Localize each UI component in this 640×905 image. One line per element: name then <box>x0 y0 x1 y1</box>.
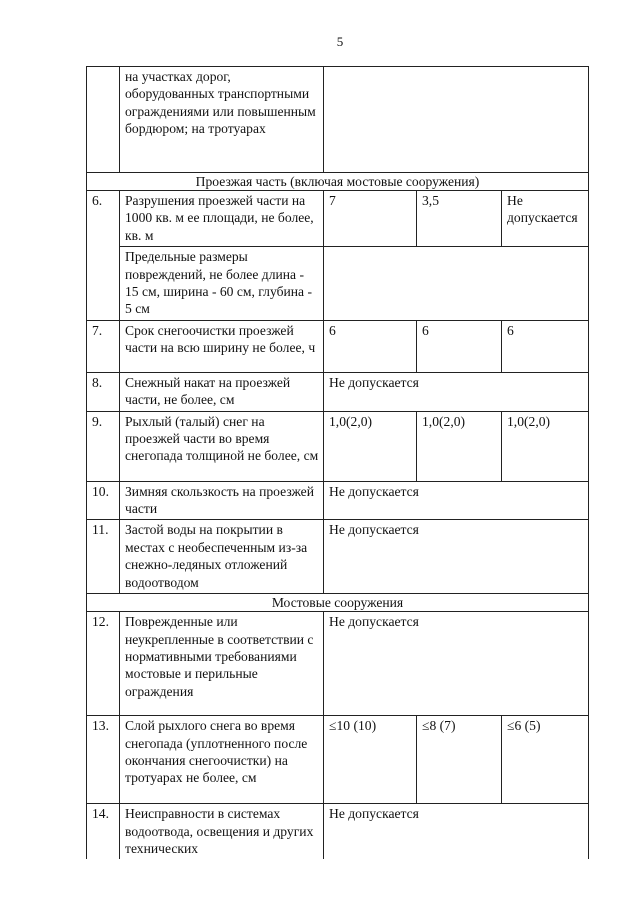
table-row <box>87 67 589 173</box>
table-row <box>87 320 589 372</box>
row-description: Срок снегоочистки проезжей части на всю ширину не более, ч <box>120 320 324 372</box>
table-row <box>87 247 589 321</box>
table-row <box>87 191 589 247</box>
table-row <box>87 520 589 594</box>
row-number: 8. <box>87 372 120 411</box>
row-number: 10. <box>87 481 120 520</box>
row-number: 6. <box>87 191 120 321</box>
section-header <box>87 173 589 191</box>
value-cell: 6 <box>417 320 502 372</box>
table-row <box>87 372 589 411</box>
row-value: Не допускается <box>324 372 589 411</box>
requirements-table <box>86 66 589 859</box>
row-description: Рыхлый (талый) снег на проезжей части во время снегопада толщиной не более, см <box>120 411 324 481</box>
section-title: Проезжая часть (включая мостовые сооружения) <box>87 173 589 191</box>
value-cell: 1,0(2,0) <box>417 411 502 481</box>
row-description: Предельные размеры повреждений, не более длина - 15 см, ширина - 60 см, глубина - 5 см <box>120 247 324 321</box>
row-value: Не допускается <box>324 481 589 520</box>
table-row <box>87 716 589 804</box>
value-cell: ≤10 (10) <box>324 716 417 804</box>
row-description: Застой воды на покрытии в местах с необеспеченным из-за снежно-ледяных отложений водоотводом <box>120 520 324 594</box>
row-number: 13. <box>87 716 120 804</box>
table-row <box>87 804 589 860</box>
section-header <box>87 594 589 612</box>
row-number: 12. <box>87 612 120 716</box>
row-value <box>324 67 589 173</box>
row-number: 7. <box>87 320 120 372</box>
row-number: 11. <box>87 520 120 594</box>
row-number <box>87 67 120 173</box>
value-cell: ≤8 (7) <box>417 716 502 804</box>
value-cell: 3,5 <box>417 191 502 247</box>
row-description: Снежный накат на проезжей части, не более, см <box>120 372 324 411</box>
value-cell: ≤6 (5) <box>502 716 589 804</box>
row-description: Зимняя скользкость на проезжей части <box>120 481 324 520</box>
section-title: Мостовые сооружения <box>87 594 589 612</box>
value-cell: 1,0(2,0) <box>324 411 417 481</box>
row-number: 9. <box>87 411 120 481</box>
table-row <box>87 612 589 716</box>
row-number: 14. <box>87 804 120 860</box>
value-cell: 7 <box>324 191 417 247</box>
row-value <box>324 247 589 321</box>
value-cell: 6 <box>324 320 417 372</box>
row-value: Не допускается <box>324 520 589 594</box>
table-row <box>87 481 589 520</box>
row-description: Разрушения проезжей части на 1000 кв. м ее площади, не более, кв. м <box>120 191 324 247</box>
row-description: Слой рыхлого снега во время снегопада (уплотненного после окончания снегоочистки) на тротуарах не более, см <box>120 716 324 804</box>
row-value: Не допускается <box>324 804 589 860</box>
value-cell: Не допускается <box>502 191 589 247</box>
value-cell: 1,0(2,0) <box>502 411 589 481</box>
row-description: Поврежденные или неукрепленные в соответствии с нормативными требованиями мостовые и перильные ограждения <box>120 612 324 716</box>
page-number: 5 <box>336 34 344 49</box>
row-description: на участках дорог, оборудованных транспортными ограждениями или повышенным бордюром; на тротуарах <box>120 67 324 173</box>
value-cell: 6 <box>502 320 589 372</box>
table-row <box>87 411 589 481</box>
row-description: Неисправности в системах водоотвода, освещения и других технических <box>120 804 324 860</box>
row-value: Не допускается <box>324 612 589 716</box>
